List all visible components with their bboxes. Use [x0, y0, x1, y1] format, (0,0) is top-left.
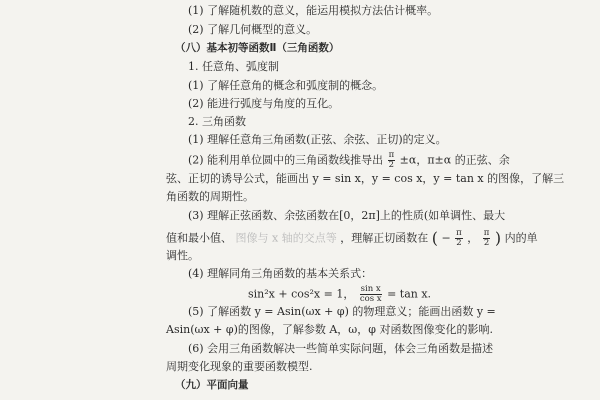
text-line: Asin(ωx + φ)的图像，了解参数 A，ω，φ 对函数图像变化的影响. [166, 323, 493, 336]
text-line: 1. 任意角、弧度制 [188, 60, 279, 73]
fraction-denominator: 2 [388, 160, 395, 170]
text-line: (1) 了解任意角的概念和弧度制的概念。 [188, 79, 384, 92]
fraction-numerator: π [456, 228, 462, 238]
text-fragment: ，理解正切函数在 [340, 231, 429, 245]
comma: ， [467, 231, 479, 245]
text-line: (5) 了解函数 y = Asin(ωx + φ) 的物理意义；能画出函数 y = [188, 305, 496, 318]
formula-fragment: sin²x + cos²x = 1， [248, 287, 355, 301]
text-line: (1) 了解随机数的意义，能运用模拟方法估计概率。 [188, 4, 439, 17]
text-fragment: (2) 能利用单位圆中的三角函数线推导出 [188, 153, 384, 167]
text-line: (4) 理解同角三角函数的基本关系式： [188, 267, 373, 280]
fraction-denominator: 2 [456, 238, 462, 248]
fraction [359, 285, 383, 304]
text-line: 弦、正切的诱导公式，能画出 y = sin x，y = cos x，y = tan x 的图像，了解三 [166, 172, 565, 185]
fraction-denominator: 2 [483, 238, 490, 248]
faded-text: 图像与 x 轴的交点等 [235, 231, 337, 245]
minus-sign: − [441, 231, 451, 245]
fraction-numerator: sin x [360, 284, 381, 294]
text-line: (2) 了解几何概型的意义。 [188, 23, 318, 36]
text-line: 角函数的周期性。 [166, 190, 254, 203]
text-line [188, 151, 510, 170]
text-line: (3) 理解正弦函数、余弦函数在[0，2π]上的性质(如单调性、最大 [188, 209, 506, 222]
text-fragment: 值和最小值、 [166, 231, 232, 245]
fraction-numerator: π [388, 150, 395, 160]
text-line: (2) 能进行弧度与角度的互化。 [188, 97, 340, 110]
text-line: (1) 理解任意角三角函数(正弦、余弦、正切)的定义。 [188, 133, 447, 146]
open-paren: ( [431, 228, 438, 248]
text-line [166, 229, 538, 248]
text-fragment: ±α，π±α 的正弦、余 [399, 153, 510, 167]
formula-line [248, 285, 431, 304]
text-line: 调性。 [166, 249, 199, 262]
text-line: 2. 三角函数 [188, 115, 246, 128]
formula-fragment: = tan x. [387, 287, 432, 301]
section-heading: （八）基本初等函数Ⅱ（三角函数） [175, 42, 340, 54]
fraction-numerator: π [483, 228, 490, 238]
text-fragment: 内的单 [504, 231, 538, 245]
fraction-denominator: cos x [359, 294, 382, 304]
close-paren: ) [494, 228, 502, 248]
fraction [483, 229, 491, 248]
text-line: 周期变化现象的重要函数模型. [166, 360, 313, 373]
fraction [455, 229, 463, 248]
text-line: (6) 会用三角函数解决一些简单实际问题，体会三角函数是描述 [188, 342, 494, 355]
fraction [388, 151, 396, 170]
section-heading: （九）平面向量 [175, 379, 249, 391]
